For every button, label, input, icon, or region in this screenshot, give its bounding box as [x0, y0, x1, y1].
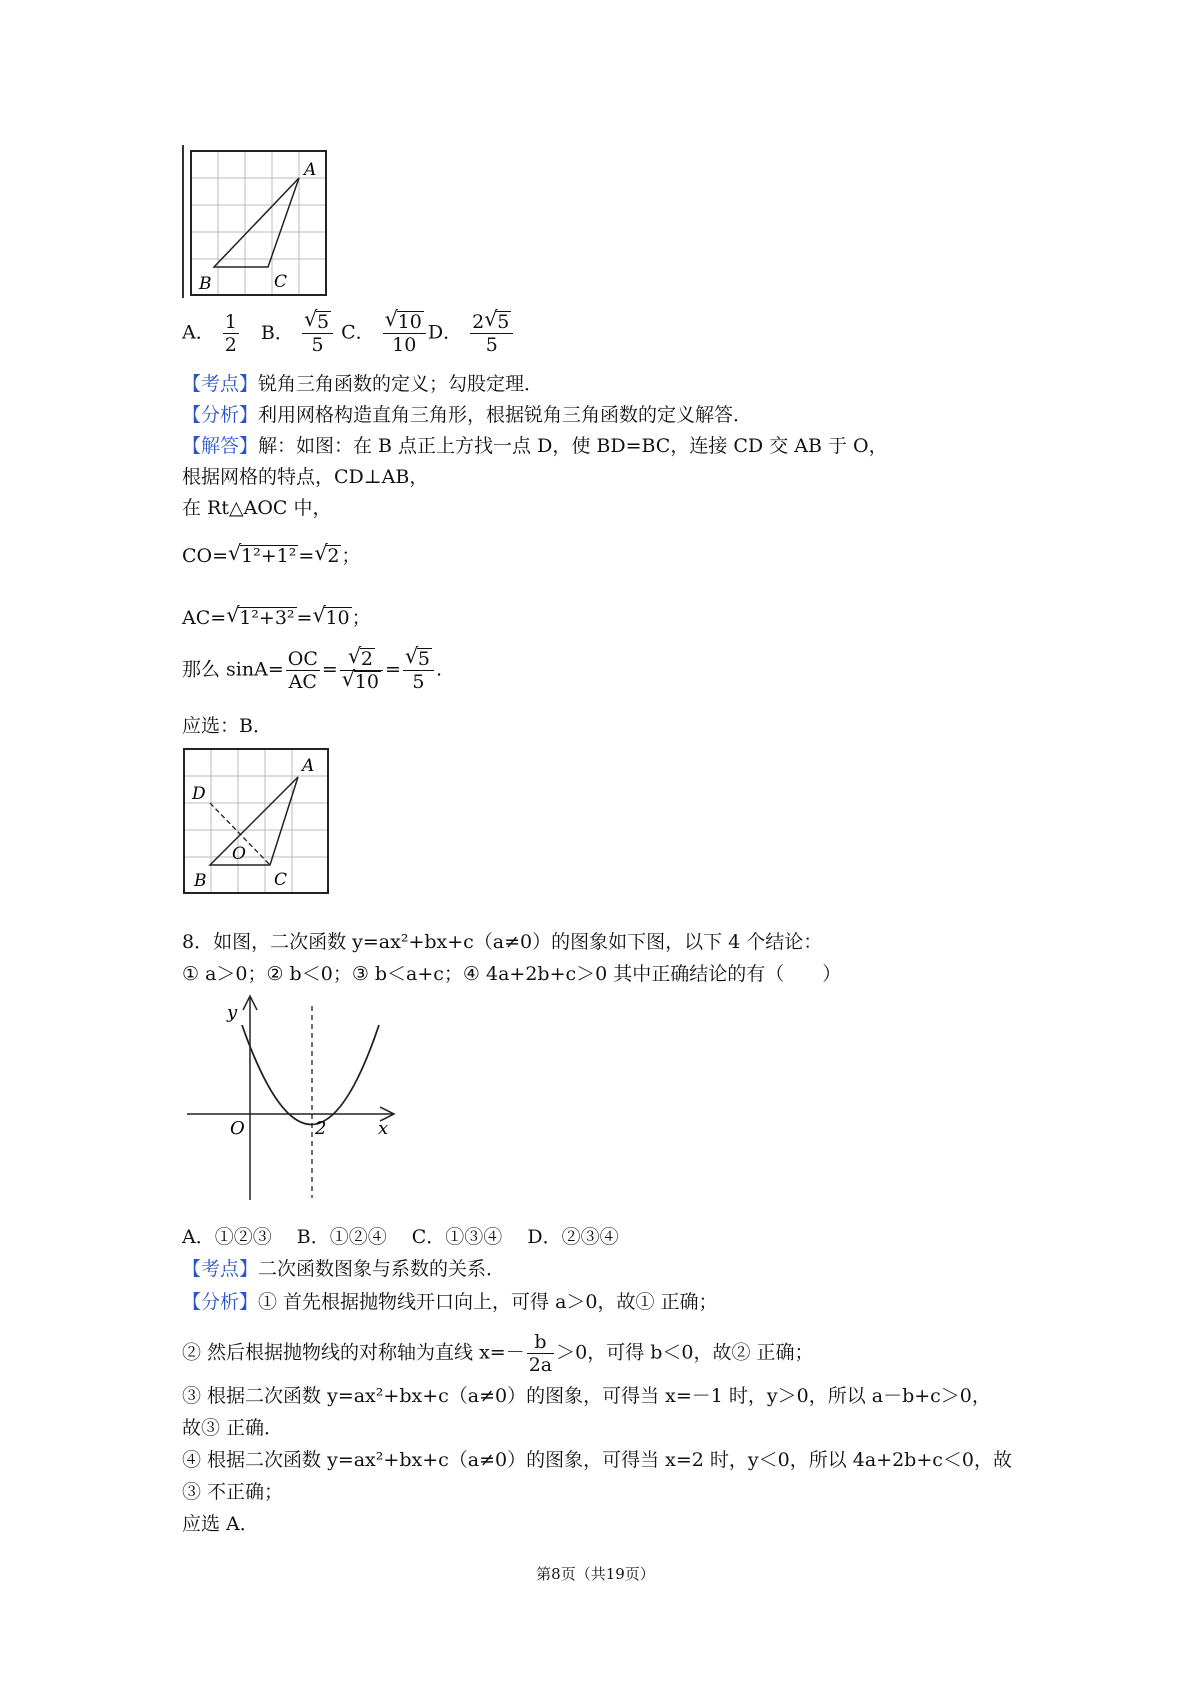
q7-grid-line: 根据网格的特点，CD⊥AB， — [182, 466, 429, 488]
q8-fenxi: 【分析】① 首先根据抛物线开口向上，可得 a＞0，故① 正确； — [182, 1291, 718, 1313]
vertex-label-b: B — [199, 274, 212, 294]
vertex-label-c: C — [274, 272, 288, 292]
y-axis-label: y — [227, 1002, 238, 1023]
page-footer: 第8页（共19页） — [536, 1565, 655, 1583]
q7-kaodian: 【考点】锐角三角函数的定义；勾股定理． — [182, 373, 544, 395]
q8-kaodian: 【考点】二次函数图象与系数的关系． — [182, 1258, 506, 1280]
q8-answer: 应选 A． — [182, 1513, 259, 1535]
co-equation: CO=√ 1²+1² =√ 2 ； — [182, 544, 360, 568]
q8-step2: ② 然后根据抛物线的对称轴为直线 x=－ $\frac{b}{2a}$ ＞0，可得 b＜0，故② 正确； — [182, 1331, 814, 1376]
vertex-label-o: O — [232, 844, 246, 864]
q7-options: A． $\frac{1}{2}$ B． √ $\frac{5}{5}$ C． √ $\frac{10}{10}$ D． $\frac{2√ 5}{5}$ — [182, 311, 515, 356]
q8-step3a: ③ 根据二次函数 y=ax²+bx+c（a≠0）的图象，可得当 x=－1 时，y＞0，所以 a－b+c＞0， — [182, 1385, 991, 1407]
vertex-label-a: A — [302, 756, 315, 776]
q7-jieda: 【解答】解：如图：在 B 点正上方找一点 D，使 BD=BC，连接 CD 交 AB 于 O， — [182, 435, 888, 457]
q8-step3b: 故③ 正确． — [182, 1417, 284, 1439]
origin-label: O — [230, 1118, 245, 1139]
tick-label-2: 2 — [315, 1118, 327, 1139]
vertex-label-c: C — [274, 870, 288, 890]
option-a-fraction: $\frac{1}{2}$ — [224, 311, 237, 356]
option-d-fraction: $\frac{2√ 5}{5}$ — [470, 311, 513, 356]
triangle-grid-figure — [182, 145, 342, 300]
vertex-label-b: B — [194, 871, 207, 891]
sina-equation: 那么 sinA= $\frac{OC}{AC}$ = √ 2 √ 10 = √ $\frac{5}{5}$ . — [182, 648, 442, 693]
q8-stem-line1: 8．如图，二次函数 y=ax²+bx+c（a≠0）的图象如下图，以下 4 个结论： — [182, 931, 823, 953]
option-c-fraction: √ $\frac{10}{10}$ — [383, 311, 426, 356]
x-axis-label: x — [378, 1118, 389, 1139]
triangle-grid-solution-figure — [182, 745, 337, 897]
vertex-label-a: A — [304, 160, 317, 180]
q8-options: A．①②③ B．①②④ C．①③④ D．②③④ — [182, 1226, 619, 1248]
q8-step4b: ③ 不正确； — [182, 1481, 284, 1503]
q8-stem-line2: ① a＞0；② b＜0；③ b＜a+c；④ 4a+2b+c＞0 其中正确结论的有（ ） — [182, 963, 842, 985]
vertex-label-d: D — [192, 784, 206, 804]
option-b-fraction: √ $\frac{5}{5}$ — [302, 311, 333, 356]
q7-rt-line: 在 Rt△AOC 中， — [182, 497, 332, 519]
parabola-graph — [182, 990, 397, 1202]
q8-step4a: ④ 根据二次函数 y=ax²+bx+c（a≠0）的图象，可得当 x=2 时，y＜0，所以 4a+2b+c＜0，故 — [182, 1449, 1012, 1471]
q7-answer: 应选：B． — [182, 715, 272, 737]
ac-equation: AC=√ 1²+3² =√ 10 ； — [182, 606, 371, 630]
q7-fenxi: 【分析】利用网格构造直角三角形，根据锐角三角函数的定义解答． — [182, 404, 753, 426]
